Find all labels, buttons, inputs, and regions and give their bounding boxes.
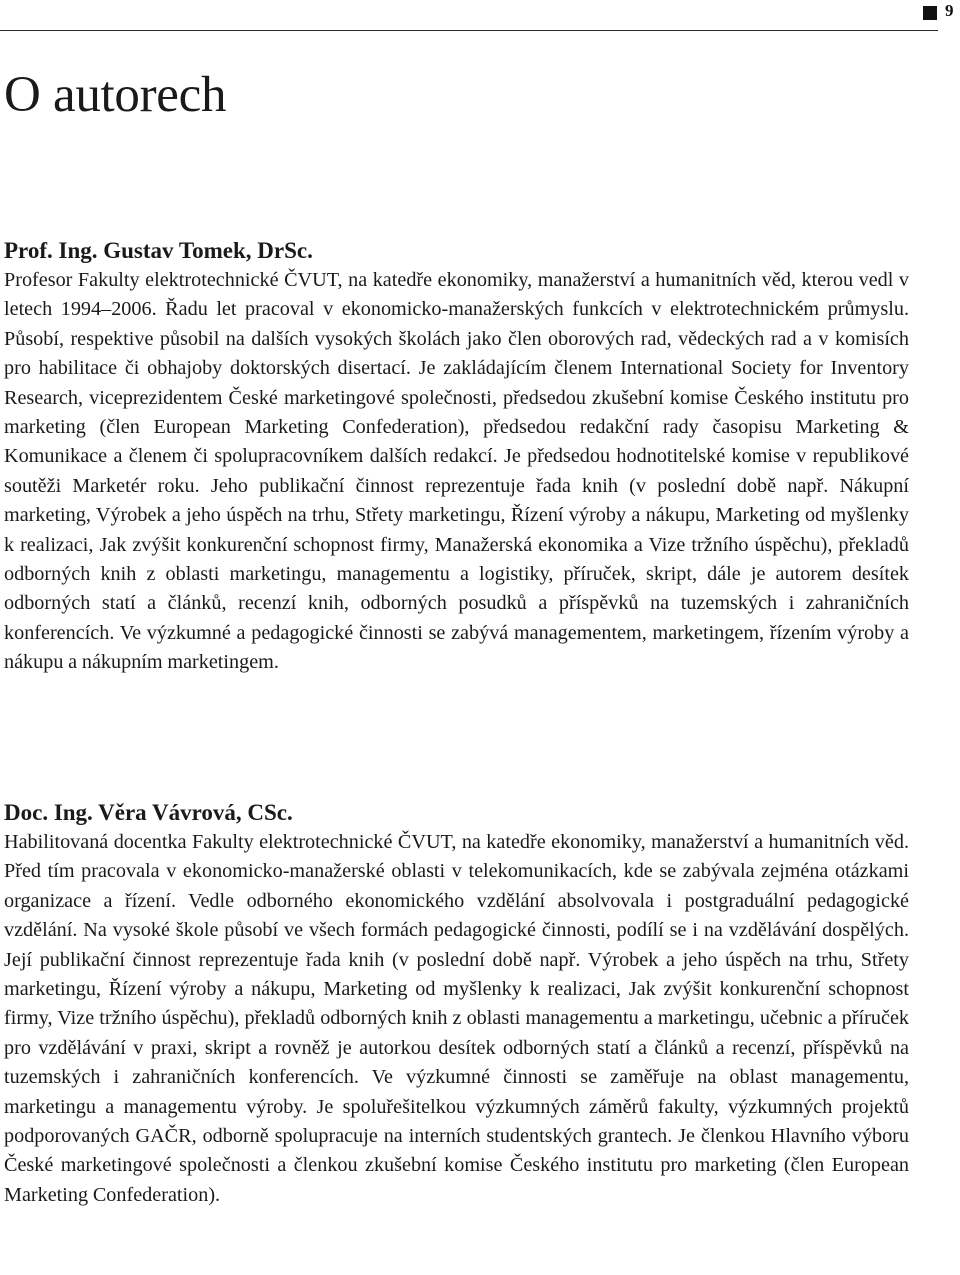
- header-rule: [0, 30, 938, 31]
- author-name: Prof. Ing. Gustav Tomek, DrSc.: [4, 238, 313, 263]
- page-title: O autorech: [4, 67, 227, 123]
- page-number: 9: [945, 1, 954, 20]
- author-bio: Habilitovaná docentka Fakulty elektrotechnické ČVUT, na katedře ekonomiky, manažerství a humanitních věd. Před tím pracovala v ekonomicko-manažerské oblasti v telekomunikacích, kde se zabývala zejména otázkami organizace a řízení. Vedle odborného ekonomického vzdělání absolvovala i postgraduální pedagogické vzdělání. Na vysoké škole působí ve všech formách pedagogické činnosti, podílí se i na vzdělávání dospělých. Její publikační činnost reprezentuje řada knih (v poslední době např. Výrobek a jeho úspěch na trhu, Střety marketingu, Řízení výroby a nákupu, Marketing od myšlenky k realizaci, Jak zvýšit konkurenční schopnost firmy, Vize tržního úspěchu), překladů odborných knih z oblasti managementu a marketingu, učebnic a příruček pro vzdělávání v praxi, skript a rovněž je autorkou desítek odborných statí a článků a recenzí, příspěvků na tuzemských i zahraničních konferencích. Ve výzkumné činnosti se zaměřuje na oblast managementu, marketingu a managementu výroby. Je spoluřešitelkou výzkumných záměrů fakulty, výzkumných projektů podporovaných GAČR, odborně spolupracuje na interních studentských grantech. Je členkou Hlavního výboru České marketingové společnosti a členkou zkušební komise Českého institutu pro marketing (člen European Marketing Confederation).: [4, 831, 909, 1206]
- author-section-vavrova: [4, 798, 909, 1210]
- page-marker-square: [923, 6, 937, 20]
- author-section-tomek: [4, 236, 909, 678]
- author-name: Doc. Ing. Věra Vávrová, CSc.: [4, 800, 293, 825]
- author-bio: Profesor Fakulty elektrotechnické ČVUT, na katedře ekonomiky, manažerství a humanitních věd, kterou vedl v letech 1994–2006. Řadu let pracoval v ekonomicko-manažerských funkcích v elektrotechnickém průmyslu. Působí, respektive působil na dalších vysokých školách jako člen oborových rad, vědeckých rad a v komisích pro habilitace či obhajoby doktorských disertací. Je zakládajícím členem International Society for Inventory Research, viceprezidentem České marketingové společnosti, předsedou zkušební komise Českého institutu pro marketing (člen European Marketing Confederation), předsedou redakční rady časopisu Marketing & Komunikace a členem či spolupracovníkem dalších redakcí. Je předsedou hodnotitelské komise v republikové soutěži Marketér roku. Jeho publikační činnost reprezentuje řada knih (v poslední době např. Nákupní marketing, Výrobek a jeho úspěch na trhu, Střety marketingu, Řízení výroby a nákupu, Marketing od myšlenky k realizaci, Jak zvýšit konkurenční schopnost firmy, Manažerská ekonomika a Vize tržního úspěchu), překladů odborných knih z oblasti marketingu, managementu a logistiky, příruček, skript, dále je autorem desítek odborných statí a článků, recenzí knih, odborných posudků a příspěvků na tuzemských i zahraničních konferencích. Ve výzkumné a pedagogické činnosti se zabývá managementem, marketingem, řízením výroby a nákupu a nákupním marketingem.: [4, 269, 909, 674]
